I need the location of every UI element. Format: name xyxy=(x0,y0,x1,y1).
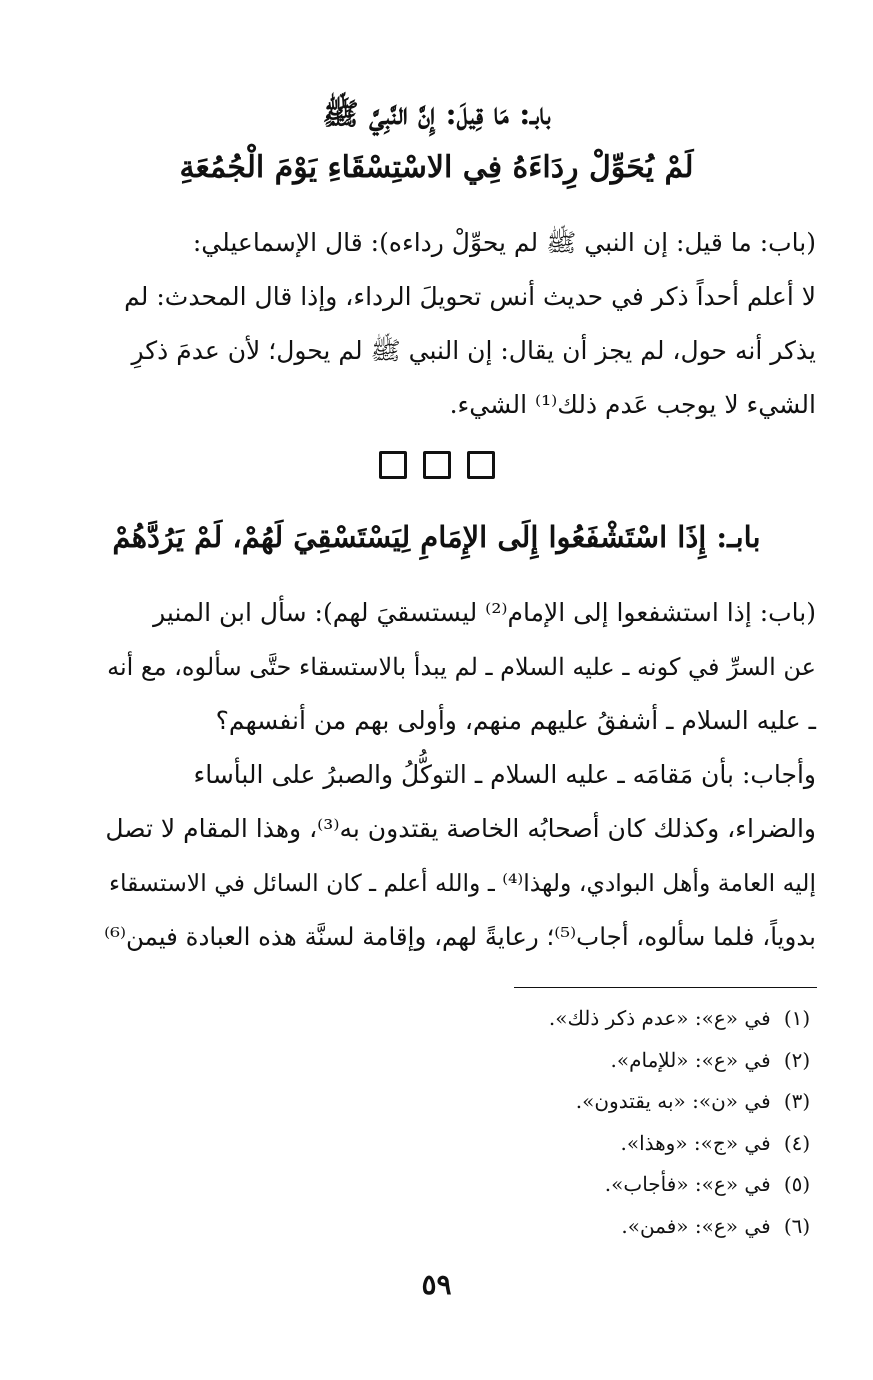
footnote-separator xyxy=(514,987,817,988)
footnote xyxy=(397,1206,817,1248)
text-line: إليه العامة وأهل البوادي، ولهذا⁽⁴⁾ ـ والله أعلم ـ كان السائل في الاستسقاء xyxy=(108,869,816,897)
square-ornament-icon xyxy=(379,451,407,479)
text-line: ـ عليه السلام ـ أشفقُ عليهم منهم، وأولى بهم من أنفسهم؟ xyxy=(215,706,816,735)
footnotes xyxy=(397,998,817,1247)
square-ornament-icon xyxy=(423,451,451,479)
footnote-text: في «ع»: «للإمام». xyxy=(610,1047,771,1072)
text-line: بدوياً، فلما سألوه، أجاب⁽⁵⁾؛ رعايةً لهم، وإقامة لسنَّة هذه العبادة فيمن⁽⁶⁾ xyxy=(104,922,816,951)
footnote xyxy=(397,1123,817,1165)
footnote-number: (٣) xyxy=(783,1089,811,1113)
footnote-text: في «ع»: «فأجاب». xyxy=(604,1172,771,1196)
commentary-paragraph-1 xyxy=(100,216,816,432)
text-line: (باب: ما قيل: إن النبي ﷺ لم يحوِّلْ رداءه): قال الإسماعيلي: xyxy=(192,228,816,257)
chapter-heading-1-line-2: لَمْ يُحَوِّلْ رِدَاءَهُ فِي الاسْتِسْقَاءِ يَوْمَ الْجُمُعَةِ xyxy=(179,150,694,185)
footnote xyxy=(397,998,817,1040)
footnote-text: في «ع»: «عدم ذكر ذلك». xyxy=(548,1006,771,1030)
text-line: (باب: إذا استشفعوا إلى الإمام⁽²⁾ ليستسقيَ لهم): سأل ابن المنير xyxy=(153,598,816,627)
text-line: عن السرِّ في كونه ـ عليه السلام ـ لم يبدأ بالاستسقاء حتَّى سألوه، مع أنه xyxy=(107,653,816,681)
footnote-number: (٤) xyxy=(783,1130,811,1155)
square-ornament-icon xyxy=(467,451,495,479)
chapter-heading-1-line-1: بابـ: مَا قِيلَ: إِنَّ النَّبِيَّ ﷺ xyxy=(322,97,551,132)
footnote-text: في «ج»: «وهذا». xyxy=(620,1130,771,1155)
commentary-paragraph-2 xyxy=(100,586,816,748)
footnote-text: في «ع»: «فمن». xyxy=(621,1213,771,1238)
text-line: الشيء لا يوجب عَدم ذلك⁽¹⁾ الشيء. xyxy=(449,390,816,419)
text-line: يذكر أنه حول، لم يجز أن يقال: إن النبي ﷺ لم يحول؛ لأن عدمَ ذكرِ xyxy=(131,336,816,365)
footnote-text: في «ن»: «به يقتدون». xyxy=(575,1089,771,1113)
text-line: والضراء، وكذلك كان أصحابُه الخاصة يقتدون به⁽³⁾، وهذا المقام لا تصل xyxy=(105,814,816,843)
footnote-number: (١) xyxy=(783,1006,811,1030)
footnote-number: (٥) xyxy=(783,1172,811,1196)
commentary-paragraph-3 xyxy=(100,748,816,964)
footnote xyxy=(397,1081,817,1123)
footnote xyxy=(397,1040,817,1082)
footnote-number: (٢) xyxy=(783,1047,811,1072)
page-number: ٥٩ xyxy=(421,1268,452,1301)
text-line: لا أعلم أحداً ذكر في حديث أنس تحويلَ الرداء، وإذا قال المحدث: لم xyxy=(124,282,816,311)
footnote xyxy=(397,1164,817,1206)
section-divider-ornament xyxy=(0,451,873,483)
text-line: وأجاب: بأن مَقامَه ـ عليه السلام ـ التوكُّلُ والصبرُ على البأساء xyxy=(193,760,816,789)
chapter-heading-2: بابـ: إِذَا اسْتَشْفَعُوا إِلَى الإِمَامِ لِيَسْتَسْقِيَ لَهُمْ، لَمْ يَرُدَّهُمْ xyxy=(112,520,761,554)
footnote-number: (٦) xyxy=(783,1213,811,1238)
